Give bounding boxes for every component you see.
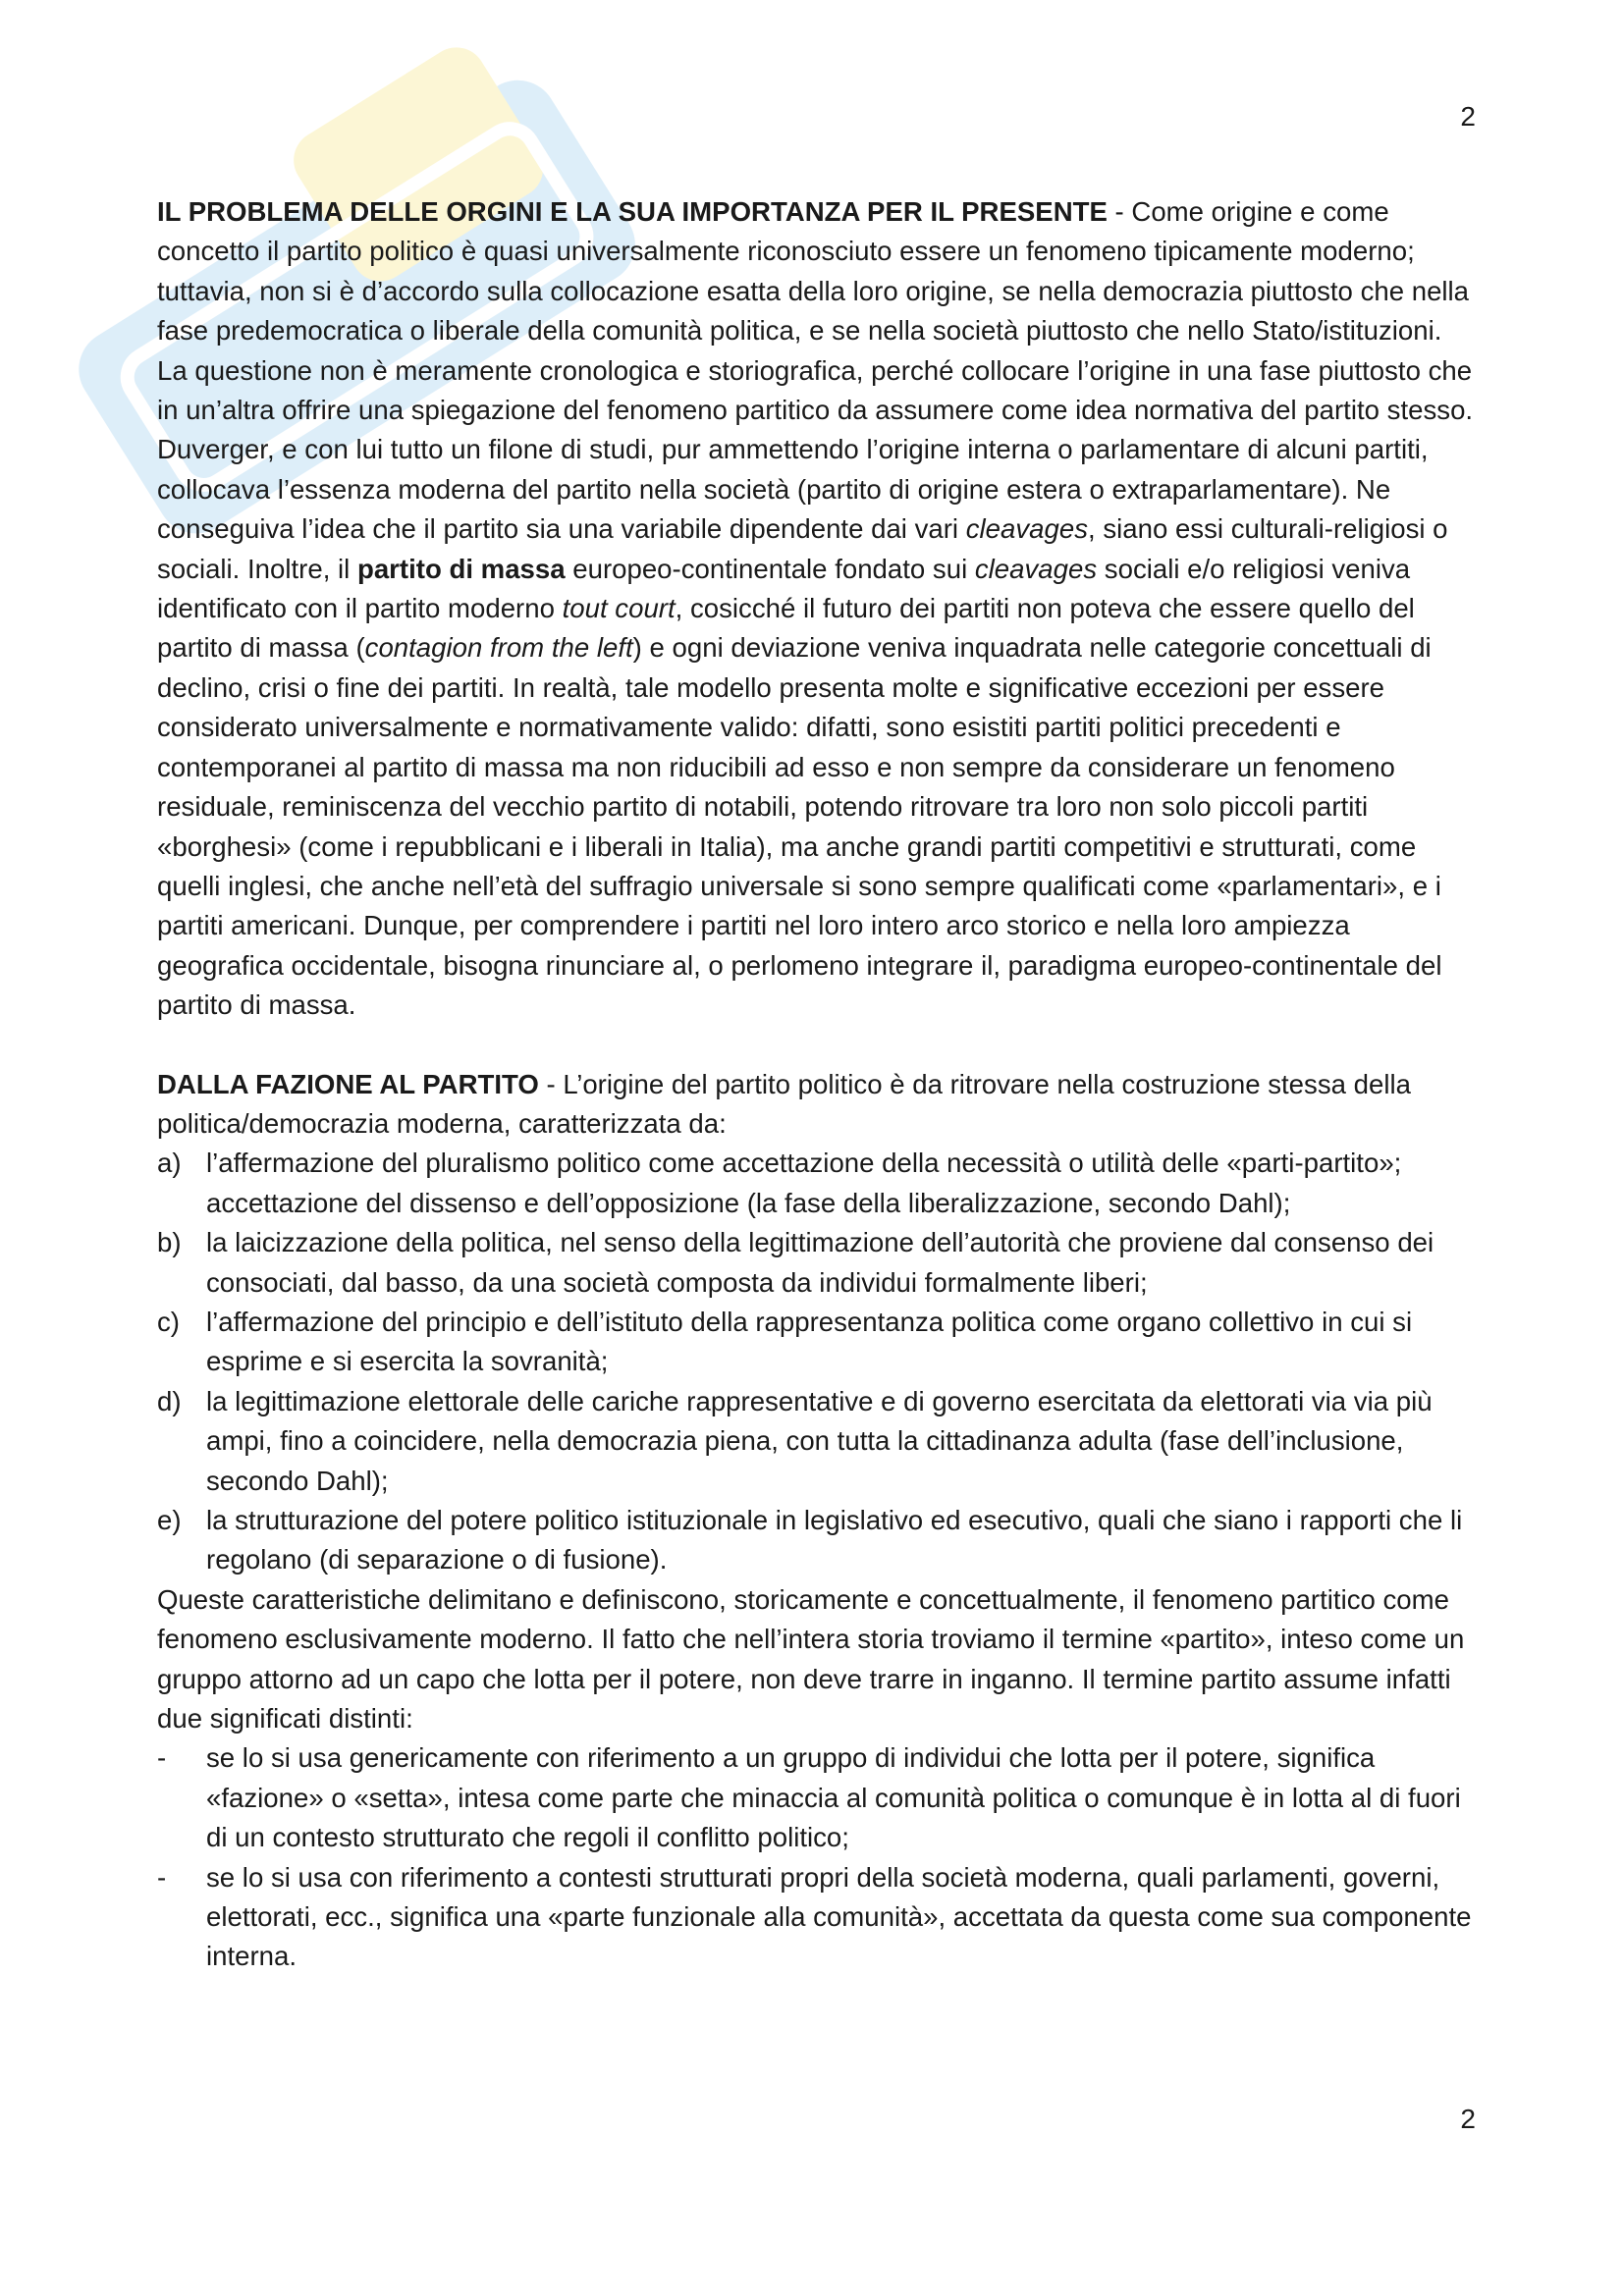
list-item-text: la laicizzazione della politica, nel senso della legittimazione dell’autorità che proviene dal consenso dei consociati, dal basso, da una società composta da individui formalmente liberi; (206, 1227, 1434, 1298)
list-marker: c) (157, 1306, 180, 1337)
section-intro-paragraph (157, 192, 1478, 430)
italic-term: tout court (562, 593, 676, 624)
italic-term: contagion from the left (364, 632, 633, 664)
list-marker: e) (157, 1505, 182, 1535)
section-two-intro (157, 1065, 1478, 1145)
list-item-text: se lo si usa genericamente con riferimento a un gruppo di individui che lotta per il potere, significa «fazione» o «setta», intesa come parte che minaccia al comunità politica o comunque è in lotta al di fuori di un contesto strutturato che regoli il conflitto politico; (206, 1742, 1461, 1853)
paragraph-text: - Come origine e come concetto il partito politico è quasi universalmente riconosciuto essere un fenomeno tipicamente moderno; tuttavia, non si è d’accordo sulla collocazione esatta della loro origine, se nella democrazia piuttosto che nella fase predemocratica o liberale della comunità politica, e se nella società piuttosto che nello Stato/istituzioni. La questione non è meramente cronologica e storiografica, perché collocare l’origine in una fase piuttosto che in un’altra offrire una spiegazione del fenomeno partitico da assumere come idea normativa del partito stesso. (157, 196, 1474, 426)
list-item-text: l’affermazione del pluralismo politico come accettazione della necessità o utilità delle «parti-partito»; accettazione del dissenso e dell’opposizione (la fase della liberalizzazione, secondo Dahl); (206, 1148, 1402, 1218)
page-number-bottom: 2 (1460, 2104, 1476, 2134)
meanings-list (157, 1738, 1478, 1976)
list-item (157, 1382, 1478, 1501)
list-marker: b) (157, 1227, 182, 1258)
list-item-text: se lo si usa con riferimento a contesti strutturati propri della società moderna, quali parlamenti, governi, elettorati, ecc., significa una «parte funzionale alla comunità», accettata da questa come sua componente interna. (206, 1861, 1472, 1972)
document-body (157, 192, 1478, 1977)
text-run: Duverger, e con lui tutto un filone di studi, pur ammettendo l’origine interna o parlamentare di alcuni partiti, collocava l’essenza moderna del partito nella società (partito di origine estera o extraparlamentare). Ne conseguiva l’idea che il partito sia una variabile dipendente dai vari (157, 434, 1429, 545)
italic-term: cleavages (974, 553, 1098, 584)
list-item-text: l’affermazione del principio e dell’istituto della rappresentanza politica come organo collettivo in cui si esprime e si esercita la sovranità; (206, 1306, 1413, 1377)
paragraph-text: Queste caratteristiche delimitano e definiscono, storicamente e concettualmente, il fenomeno partitico come fenomeno esclusivamente moderno. Il fatto che nell’intera storia troviamo il termine «partito», inteso come un gruppo attorno ad un capo che lotta per il potere, non deve trarre in inganno. Il termine partito assume infatti due significati distinti: (157, 1583, 1465, 1735)
list-item (157, 1501, 1478, 1580)
list-marker: a) (157, 1148, 182, 1179)
list-marker: - (157, 1742, 167, 1774)
text-run: , siano essi culturali-religiosi o sociali. Inoltre, il (157, 513, 1448, 584)
italic-term: cleavages (965, 513, 1088, 545)
list-marker: - (157, 1861, 167, 1893)
paragraph-duverger (157, 430, 1478, 1025)
list-marker: d) (157, 1385, 182, 1416)
section-heading: DALLA FAZIONE AL PARTITO (157, 1068, 539, 1099)
paragraph-text: - L’origine del partito politico è da ritrovare nella costruzione stessa della politica/democrazia moderna, caratterizzata da: (157, 1068, 1411, 1139)
list-item-text: la strutturazione del potere politico istituzionale in legislativo ed esecutivo, quali che siano i rapporti che li regolano (di separazione o di fusione). (206, 1505, 1463, 1575)
list-item-text: la legittimazione elettorale delle cariche rappresentative e di governo esercitata da elettorati via via più ampi, fino a coincidere, nella democrazia piena, con tutta la cittadinanza adulta (fase dell’inclusione, secondo Dahl); (206, 1385, 1433, 1496)
text-run: europeo-continentale fondato sui (565, 553, 975, 584)
section-heading: IL PROBLEMA DELLE ORGINI E LA SUA IMPORTANZA PER IL PRESENTE (157, 196, 1108, 227)
list-item (157, 1858, 1478, 1977)
list-item (157, 1303, 1478, 1382)
text-run: sociali e/o religiosi veniva identificato con il partito moderno (157, 553, 1411, 624)
page-number-top: 2 (1460, 101, 1476, 132)
characteristics-list (157, 1144, 1478, 1579)
list-item (157, 1223, 1478, 1303)
text-run: ) e ogni deviazione veniva inquadrata nelle categorie concettuali di declino, crisi o fine dei partiti. In realtà, tale modello presenta molte e significative eccezioni per essere considerato universalmente e normativamente valido: difatti, sono esistiti partiti politici precedenti e contemporanei al partito di massa ma non riducibili ad esso e non sempre da considerare un fenomeno residuale, reminiscenza del vecchio partito di notabili, potendo ritrovare tra loro non solo piccoli partiti «borghesi» (come i repubblicani e i liberali in Italia), ma anche grandi partiti competitivi e strutturati, come quelli inglesi, che anche nell’età del suffragio universale si sono sempre qualificati come «parlamentari», e i partiti americani. Dunque, per comprendere i partiti nel loro intero arco storico e nella loro ampiezza geografica occidentale, bisogna rinunciare al, o perlomeno integrare il, paradigma europeo-continentale del partito di massa. (157, 632, 1442, 1021)
text-run: , cosicché il futuro dei partiti non poteva che essere quello del partito di massa ( (157, 593, 1415, 664)
list-item (157, 1144, 1478, 1223)
bold-term: partito di massa (356, 553, 566, 584)
list-item (157, 1738, 1478, 1857)
